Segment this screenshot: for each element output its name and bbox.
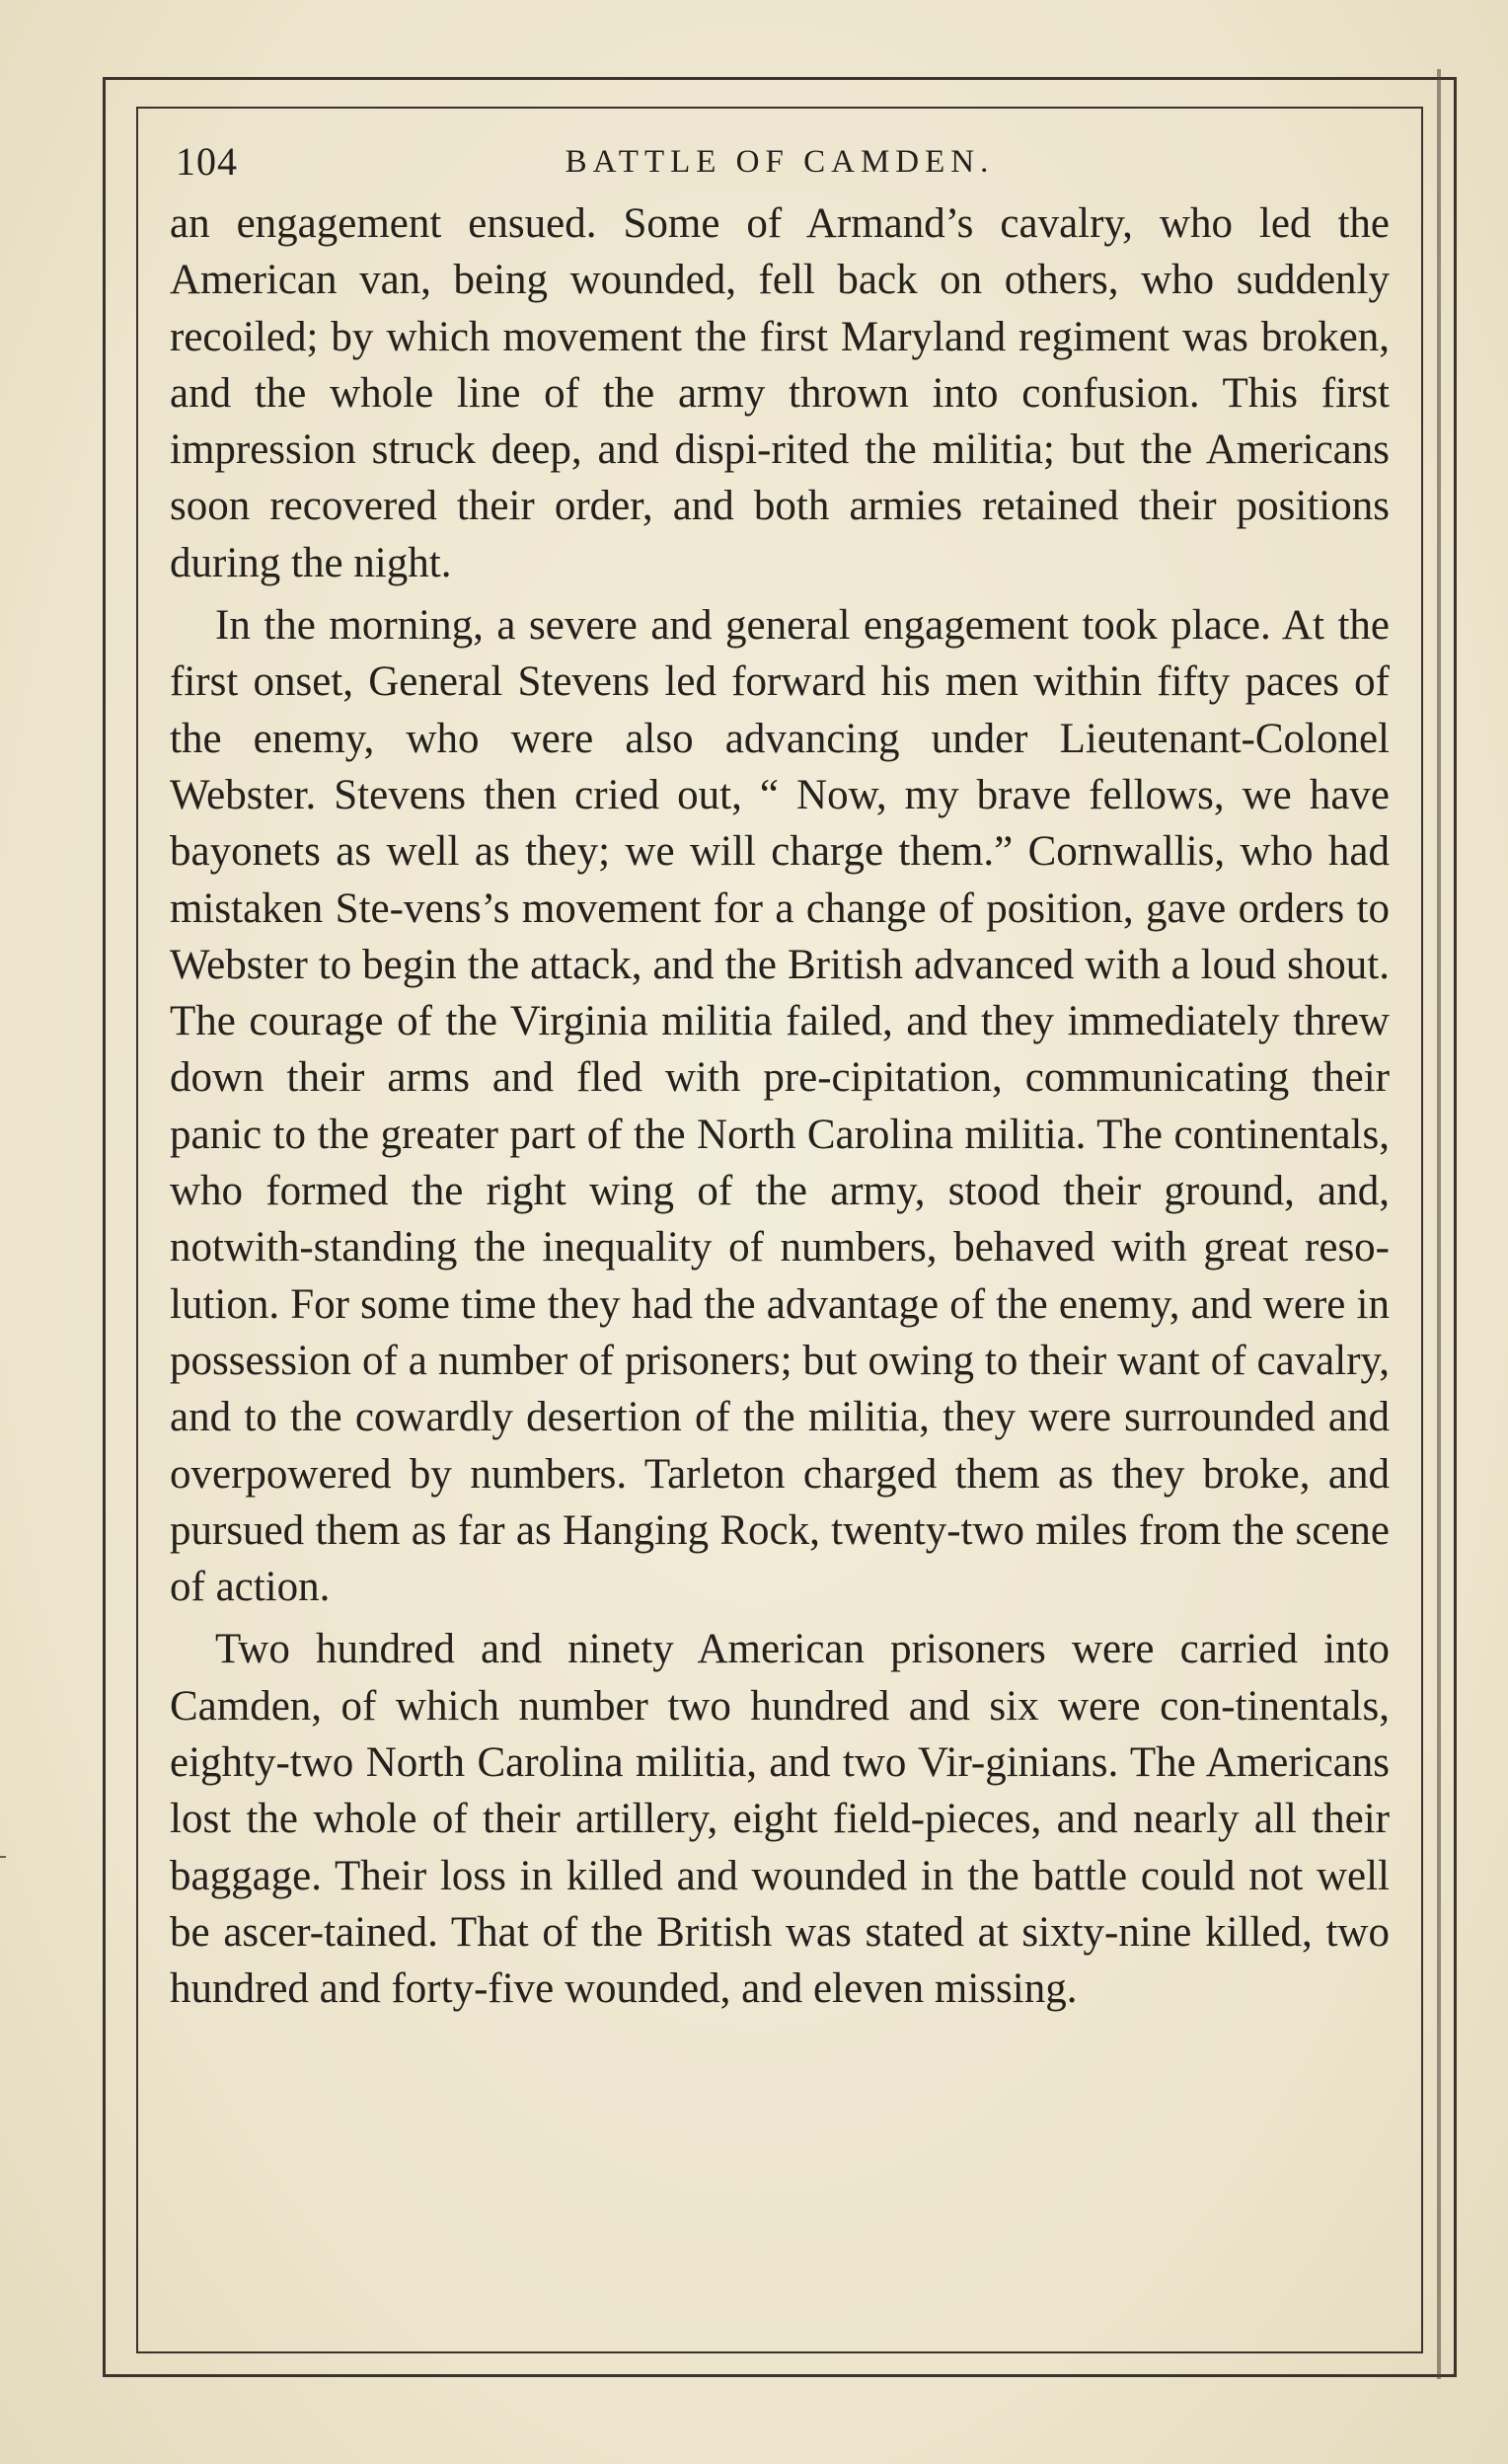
- paragraph-3: Two hundred and ninety American prisoners were carried into Camden, of which number two hundred and six were con-tinentals, eighty-two North Carolina militia, and two Vir-ginians. The Americans lost the whole of their artillery, eight field-pieces, and nearly all their baggage. Their loss in killed and wounded in the battle could not well be ascer-tained. That of the British was stated at sixty-nine killed, two hundred and forty-five wounded, and eleven missing.: [170, 1626, 1390, 2013]
- page-header: [170, 138, 1390, 195]
- margin-mark: [0, 1856, 6, 1858]
- running-head: BATTLE OF CAMDEN.: [565, 144, 995, 180]
- page-number: 104: [176, 139, 238, 184]
- page-text-block: [170, 138, 1390, 2018]
- paragraph-2: In the morning, a severe and general engagement took place. At the first onset, General Stevens led forward his men within fifty paces of the enemy, who were also advancing under Lieutenant-Colonel Webster. Stevens then cried out, “ Now, my brave fellows, we have bayonets as well as they; we will charge them.” Cornwallis, who had mistaken Ste-vens’s movement for a change of position, gave orders to Webster to begin the attack, and the British advanced with a loud shout. The courage of the Virginia militia failed, and they immediately threw down their arms and fled with pre-cipitation, communicating their panic to the greater part of the North Carolina militia. The continentals, who formed the right wing of the army, stood their ground, and, notwith-standing the inequality of numbers, behaved with great reso-lution. For some time they had the advantage of the enemy, and were in possession of a number of prisoners; but owing to their want of cavalry, and to the cowardly desertion of the militia, they were surrounded and overpowered by numbers. Tarleton charged them as they broke, and pursued them as far as Hanging Rock, twenty-two miles from the scene of action.: [170, 602, 1390, 1611]
- frame-edge-shadow: [1437, 69, 1441, 2379]
- paragraph-1: an engagement ensued. Some of Armand’s cavalry, who led the American van, being wounded, fell back on others, who suddenly recoiled; by which movement the first Maryland regiment was broken, and the whole line of the army thrown into confusion. This first impression struck deep, and dispi-rited the militia; but the Americans soon recovered their order, and both armies retained their positions during the night.: [170, 200, 1390, 586]
